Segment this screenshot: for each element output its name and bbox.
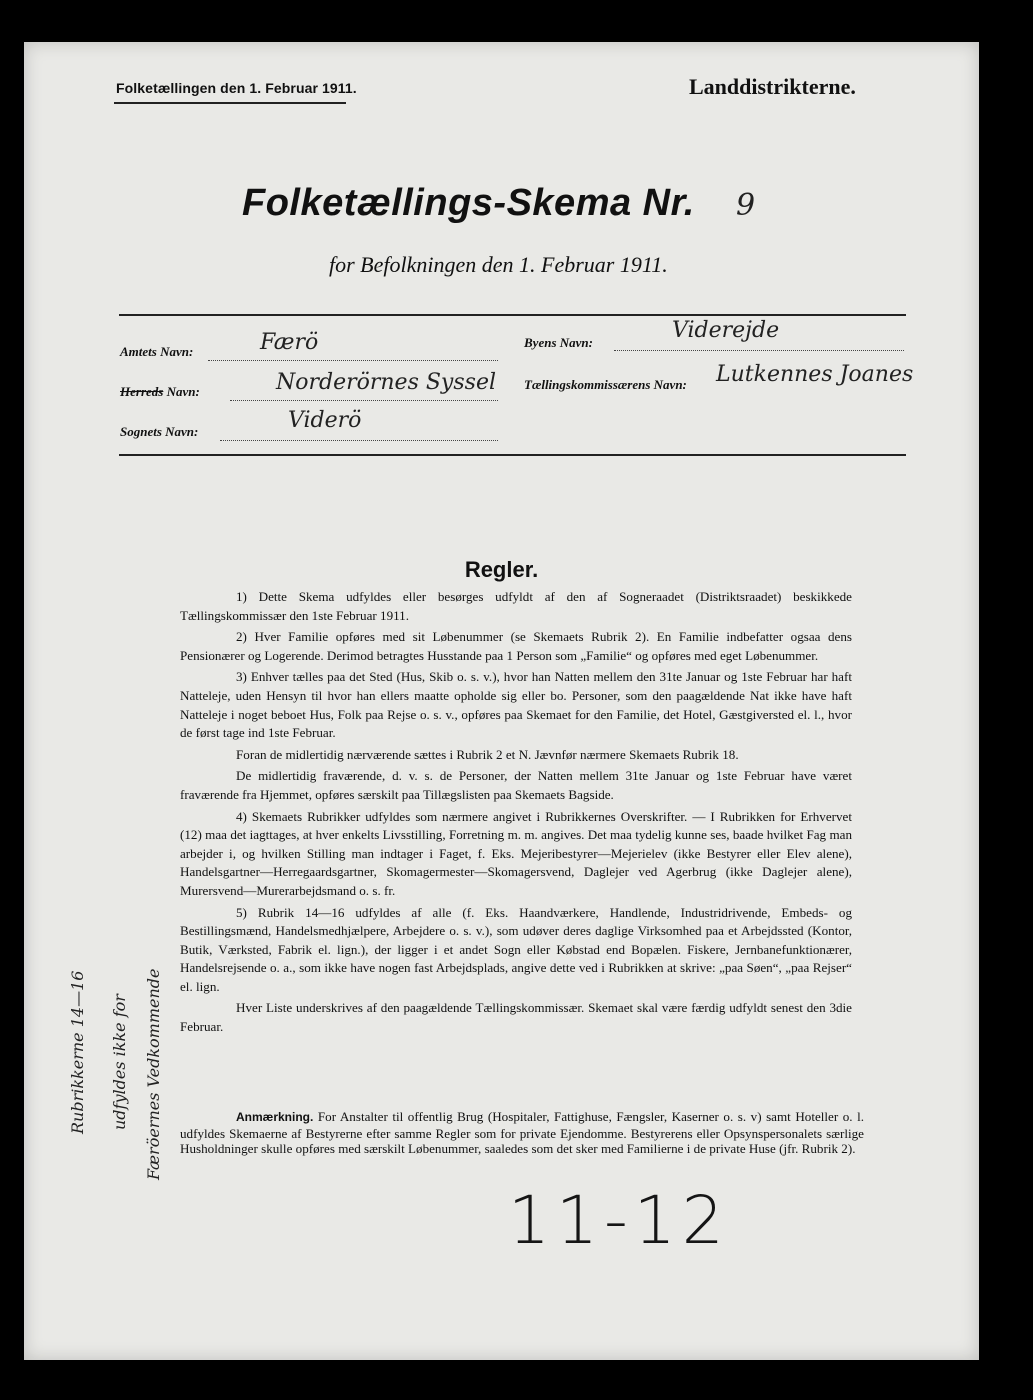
divider-top <box>119 314 906 316</box>
rule-paragraph-5: 5) Rubrik 14—16 udfyldes af alle (f. Eks. Haandværkere, Handlende, Industridrivende, Embeds- og Bestillingsmænd, Handelsmedhjælpere, Arbejdere o. s. v.), som udøver deres daglige Virksomhed paa et Arbejdssted (Kontor, Butik, Værksted, Fabrik el. lign.), der ligger i et andet Sogn eller Købstad end Bopælen. Fiskere, Jernbanefunktionærer, Handelsrejsende o. a., som ikke have nogen fast Arbejdsplads, angive dette ved i Rubrikken at skrive: „paa Søen“, „paa Rejser“ el. lign. <box>180 904 852 994</box>
census-form-page <box>24 42 979 1360</box>
herred-dotline <box>230 400 498 401</box>
rule-paragraph-3b: Foran de midlertidig nærværende sættes i Rubrik 2 et N. Jævnfør nærmere Skemaets Rubrik 18. <box>236 746 739 762</box>
district-type-header: Landdistrikterne. <box>689 74 856 99</box>
herred-label-rest: Navn: <box>163 384 200 399</box>
herred-label <box>120 384 200 400</box>
form-number: 9 <box>736 188 756 223</box>
kommissaer-label: Tællingskommissærens Navn: <box>524 377 687 392</box>
annotation-note <box>180 1109 864 1157</box>
by-dotline <box>614 350 904 351</box>
rule-paragraph-4: 4) Skemaets Rubrikker udfyldes som nærmere angivet i Rubrikkernes Overskrifter. — I Rubrikken for Erhvervet (12) maa det iagttages, at hver enkelts Livsstilling, Forretning m. m. angives. Det maa tydelig kunne ses, baade hvilket Fag man arbejder i, og hvilken Stilling man indtager i Faget, f. Eks. Mejeribestyrer—Mejerielev (ikke Bestyrer eller Elev alene), Handelsgartner—Herregaardsgartner, Skomagermester—Skomagersvend, Daglejer ved Agerbrug (ikke Daglejer alene), Murersvend—Murerarbejdsmand o. s. fr. <box>180 808 852 898</box>
form-subtitle: for Befolkningen den 1. Februar 1911. <box>329 252 668 277</box>
kommissaer-value: Lutkennes Joanes <box>716 362 914 387</box>
rule-paragraph-6: Hver Liste underskrives af den paagældende Tællingskommissær. Skemaet skal være færdig udfyldt senest den 3die Februar. <box>180 1000 852 1035</box>
side-note-line-3: Færöernes Vedkommende <box>144 968 163 1180</box>
side-note-line-1: Rubrikkerne 14—16 <box>68 970 87 1134</box>
header-underline <box>114 102 346 104</box>
census-header-left: Folketællingen den 1. Februar 1911. <box>116 80 357 96</box>
by-value: Viderejde <box>672 318 780 343</box>
rules-body <box>180 588 852 1040</box>
side-note-line-2: udfyldes ikke for <box>110 994 129 1130</box>
rule-paragraph-3c: De midlertidig fraværende, d. v. s. de Personer, der Natten mellem 31te Januar og 1ste Februar have været fraværende fra Hjemmet, opføres særskilt paa Tillægslisten paa Skemaets Bagside. <box>180 768 852 802</box>
rule-paragraph-3: 3) Enhver tælles paa det Sted (Hus, Skib o. s. v.), hvor han Natten mellem den 31te Januar og 1ste Februar har haft Natteleje, uden Hensyn til hvor han ellers maatte opholde sig eller bo. Personer, som den paagældende Nat ikke have haft Natteleje i noget beboet Hus, Folk paa Rejse o. s. v., opføres paa Skemaet for den Familie, det Hotel, Gæstgiversted el. l., hvor de først tage ind 1ste Februar. <box>180 669 852 741</box>
sogn-dotline <box>220 440 498 441</box>
annotation-label: Anmærkning. <box>236 1110 314 1124</box>
sogn-value: Viderö <box>288 408 362 433</box>
form-title: Folketællings-Skema Nr. <box>242 182 695 224</box>
annotation-text: For Anstalter til offentlig Brug (Hospitaler, Fattighuse, Fængsler, Kaserner o. s. v) samt Hoteller o. l. udfyldes Skemaerne af Bestyrerne efter samme Regler som for private Ejendomme. Bestyrerens eller Opsynspersonalets særlige Husholdninger skulle opføres med særskilt Løbenummer, saaledes som det sker med Familierne i de private Huse (jfr. Rubrik 2). <box>180 1109 864 1156</box>
herred-value: Norderörnes Syssel <box>276 370 496 395</box>
amt-value: Færö <box>260 330 319 355</box>
by-label: Byens Navn: <box>524 335 593 350</box>
herred-label-struck: Herreds <box>120 384 164 399</box>
amt-label: Amtets Navn: <box>120 344 194 359</box>
divider-bottom <box>119 454 906 456</box>
rules-heading: Regler. <box>464 557 539 582</box>
rule-paragraph-2: 2) Hver Familie opføres med sit Løbenummer (se Skemaets Rubrik 2). En Familie indbefatter ogsaa dens Pensionærer og Logerende. Derimod betragtes Husstande paa 1 Person som „Familie“ og opføres med eget Løbenummer. <box>180 629 852 663</box>
handwritten-page-range: 11-12 <box>508 1182 730 1259</box>
sogn-label: Sognets Navn: <box>120 424 199 439</box>
amt-dotline <box>208 360 498 361</box>
rule-paragraph-1: 1) Dette Skema udfyldes eller besørges udfyldt af den af Sogneraadet (Distriktsraadet) beskikkede Tællingskommissær den 1ste Februar 1911. <box>180 589 852 623</box>
